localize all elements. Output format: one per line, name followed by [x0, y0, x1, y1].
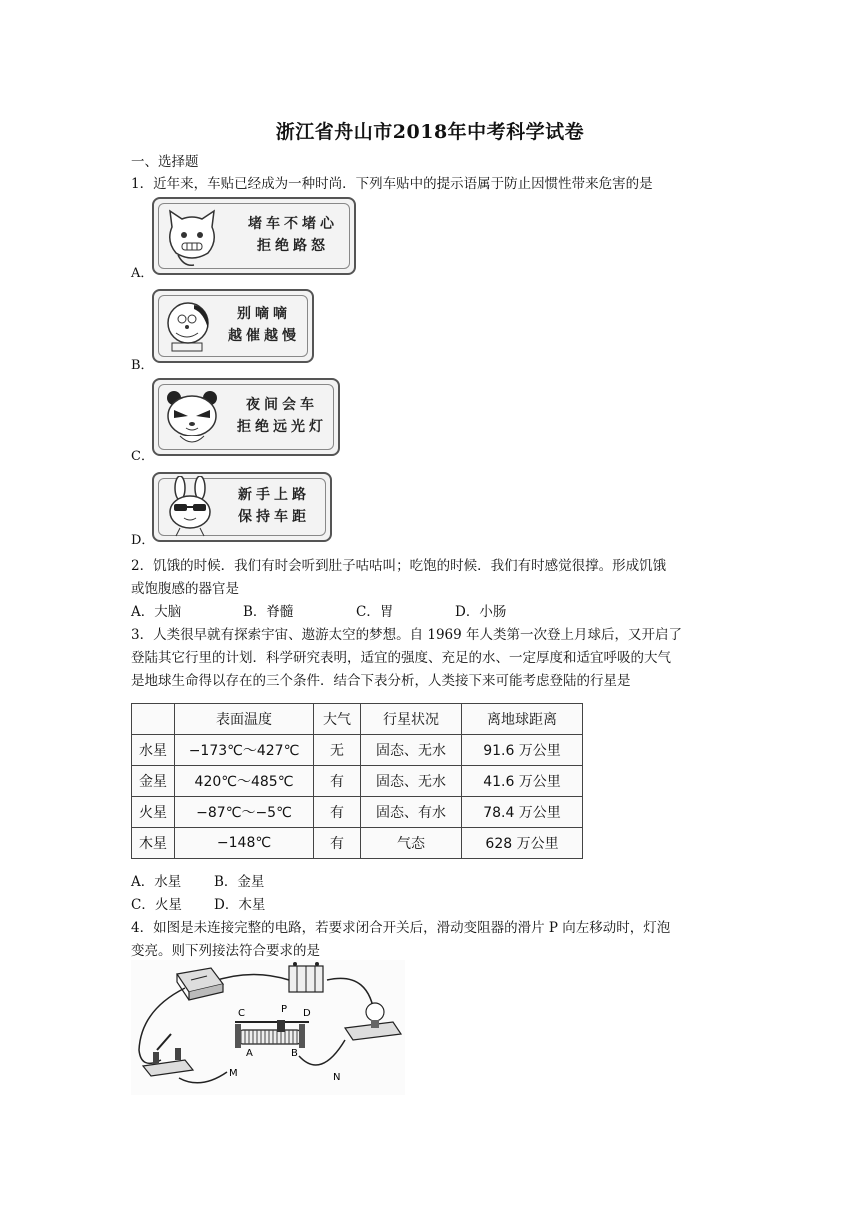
table-cell: 420℃～485℃	[175, 766, 314, 797]
table-cell: 固态、有水	[361, 797, 462, 828]
sticker-d-line2: 保持车距	[238, 509, 310, 525]
table-row	[132, 735, 583, 766]
sticker-c-line1: 夜间会车	[246, 397, 318, 413]
q3-option-b[interactable]: B．金星	[214, 874, 265, 890]
table-cell: 有	[314, 828, 361, 859]
bulb-icon	[345, 1003, 401, 1040]
q3-option-c[interactable]: C．火星	[131, 897, 182, 913]
table-header: 行星状况	[361, 704, 462, 735]
option-b-label[interactable]: B．	[131, 358, 154, 373]
question-4-line1: 4．如图是未连接完整的电路，若要求闭合开关后，滑动变阻器的滑片 P 向左移动时，灯泡	[131, 920, 671, 936]
battery-icon	[289, 962, 323, 992]
question-1-text: 1．近年来，车贴已经成为一种时尚．下列车贴中的提示语属于防止因惯性带来危害的是	[131, 176, 653, 192]
table-cell: 水星	[132, 735, 175, 766]
question-2-line1: 2．饥饿的时候．我们有时会听到肚子咕咕叫；吃饱的时候．我们有时感觉很撑。形成饥饿	[131, 558, 667, 574]
sticker-b-line1: 别嘀嘀	[237, 306, 291, 322]
table-cell: 有	[314, 797, 361, 828]
table-cell: 628 万公里	[462, 828, 583, 859]
table-header: 离地球距离	[462, 704, 583, 735]
label-n: N	[333, 1072, 341, 1083]
planet-table	[131, 703, 583, 859]
table-header	[132, 704, 175, 735]
table-row	[132, 766, 583, 797]
option-d-label[interactable]: D．	[131, 533, 155, 548]
rheostat-icon	[235, 1020, 309, 1048]
table-cell: 气态	[361, 828, 462, 859]
table-row	[132, 828, 583, 859]
sticker-d-line1: 新手上路	[238, 487, 310, 503]
table-cell: 91.6 万公里	[462, 735, 583, 766]
sticker-d	[152, 472, 332, 542]
q2-option-b[interactable]: B．脊髓	[243, 604, 294, 620]
label-m: M	[229, 1068, 238, 1079]
panda-face-icon	[162, 386, 222, 450]
sticker-c-line2: 拒绝远光灯	[237, 419, 327, 435]
table-cell: 41.6 万公里	[462, 766, 583, 797]
table-header-row	[132, 704, 583, 735]
sticker-a-line2: 拒绝路怒	[257, 238, 329, 254]
q2-option-a[interactable]: A．大脑	[131, 604, 182, 620]
question-4-line2: 变亮。则下列接法符合要求的是	[131, 943, 320, 959]
table-header: 大气	[314, 704, 361, 735]
sticker-b	[152, 289, 314, 363]
sticker-a	[152, 197, 356, 275]
table-cell: 火星	[132, 797, 175, 828]
doraemon-face-icon	[164, 299, 214, 355]
rabbit-face-icon	[164, 476, 216, 538]
sticker-a-line1: 堵车不堵心	[248, 216, 338, 232]
q3-option-a[interactable]: A．水星	[131, 874, 182, 890]
cat-face-icon	[164, 205, 220, 269]
label-b: B	[291, 1048, 298, 1059]
label-d: D	[303, 1008, 311, 1019]
question-3-line3: 是地球生命得以存在的三个条件．结合下表分析，人类接下来可能考虑登陆的行星是	[131, 673, 631, 689]
label-a: A	[246, 1048, 253, 1059]
sticker-c	[152, 378, 340, 456]
table-cell: −87℃～−5℃	[175, 797, 314, 828]
table-cell: 78.4 万公里	[462, 797, 583, 828]
table-cell: −148℃	[175, 828, 314, 859]
table-cell: −173℃～427℃	[175, 735, 314, 766]
table-row	[132, 797, 583, 828]
table-cell: 固态、无水	[361, 735, 462, 766]
table-cell: 无	[314, 735, 361, 766]
question-3-line1: 3．人类很早就有探索宇宙、遨游太空的梦想。自 1969 年人类第一次登上月球后，又开启了	[131, 627, 683, 643]
option-a-label[interactable]: A．	[131, 266, 154, 281]
q2-option-d[interactable]: D．小肠	[455, 604, 507, 620]
meter-icon	[177, 968, 223, 1000]
question-3-line2: 登陆其它行里的计划．科学研究表明，适宜的强度、充足的水、一定厚度和适宜呼吸的大气	[131, 650, 671, 666]
table-cell: 金星	[132, 766, 175, 797]
option-c-label[interactable]: C．	[131, 449, 154, 464]
label-c: C	[238, 1008, 245, 1019]
table-cell: 有	[314, 766, 361, 797]
label-p: P	[281, 1004, 288, 1015]
circuit-diagram	[131, 960, 405, 1095]
q2-option-c[interactable]: C．胃	[356, 604, 394, 620]
table-cell: 木星	[132, 828, 175, 859]
table-cell: 固态、无水	[361, 766, 462, 797]
q3-option-d[interactable]: D．木星	[214, 897, 266, 913]
page-title: 浙江省舟山市2018年中考科学试卷	[275, 121, 585, 143]
table-header: 表面温度	[175, 704, 314, 735]
sticker-b-line2: 越催越慢	[228, 328, 300, 344]
question-2-line2: 或饱腹感的器官是	[131, 581, 239, 597]
section-heading: 一、选择题	[131, 154, 199, 170]
switch-icon	[143, 1034, 193, 1076]
